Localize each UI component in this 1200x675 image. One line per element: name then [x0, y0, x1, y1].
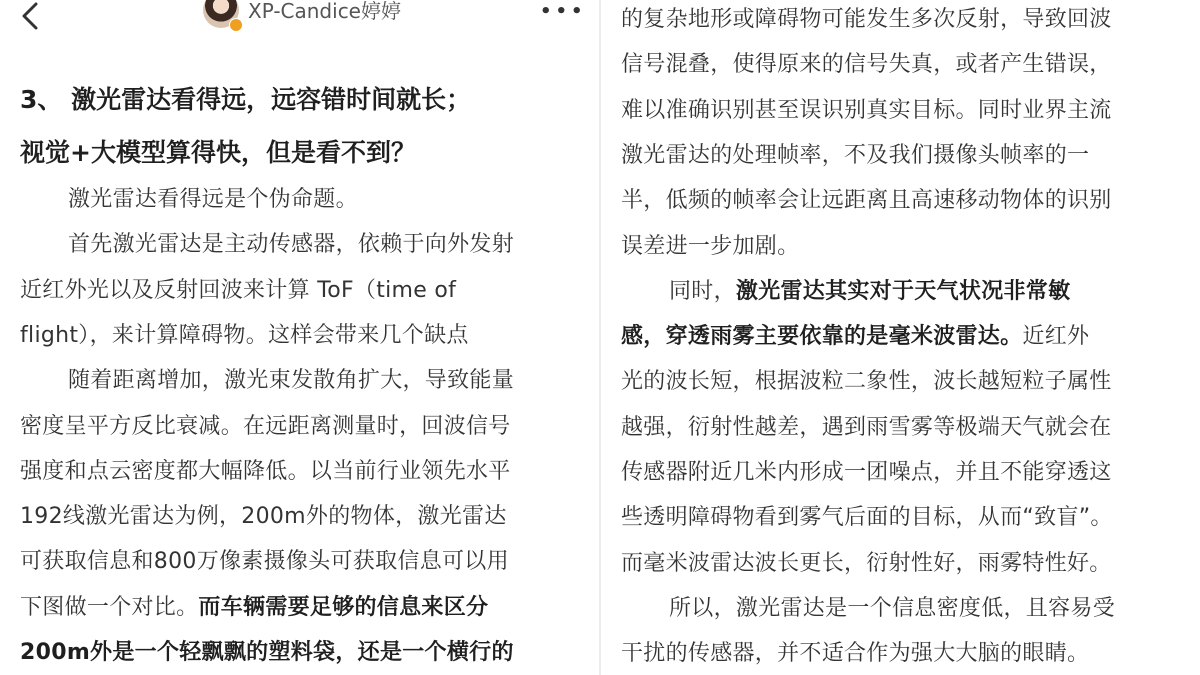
text-line — [20, 227, 599, 258]
section-heading-line-1: 3、 激光雷达看得远，远容错时间就长； — [20, 85, 472, 114]
text-line — [20, 273, 595, 304]
text-span: 近红外光以及反射回波来计算 ToF（time of — [20, 277, 457, 303]
text-span: 激光雷达看得远是个伪命题。 — [68, 187, 358, 212]
text-line — [621, 183, 1196, 214]
text-span: 的复杂地形或障碍物可能发生多次反射，导致回波 — [621, 7, 1112, 32]
text-line — [20, 590, 595, 621]
text-span: flight），来计算障碍物。这样会带来几个缺点 — [20, 322, 469, 348]
text-span: 难以准确识别甚至误识别真实目标。同时业界主流 — [621, 97, 1112, 123]
text-span: 越强，衍射性越差，遇到雨雪雾等极端天气就会在 — [621, 414, 1112, 440]
text-line — [621, 546, 1196, 577]
text-span: 信号混叠，使得原来的信号失真，或者产生错误， — [621, 52, 1112, 78]
text-span: 下图做一个对比。 — [20, 594, 199, 620]
text-span: 密度呈平方反比衰减。在远距离测量时，回波信号 — [20, 413, 511, 439]
text-line — [20, 318, 595, 349]
text-span: 光的波长短，根据波粒二象性，波长越短粒子属性 — [621, 369, 1112, 395]
text-line — [20, 499, 595, 530]
text-span: 所以，激光雷达是一个信息密度低，且容易受 — [669, 595, 1116, 621]
text-line — [20, 454, 595, 485]
bold-text-span: 感，穿透雨雾主要依靠的是毫米波雷达。 — [621, 324, 1023, 350]
section-heading-line-2: 视觉+大模型算得快，但是看不到？ — [20, 138, 416, 167]
article-header-bar — [0, 0, 599, 40]
text-line — [20, 182, 599, 213]
text-span: 激光雷达的处理帧率，不及我们摄像头帧率的一 — [621, 142, 1090, 168]
text-line — [621, 500, 1196, 531]
text-span: 随着距离增加，激光束发散角扩大，导致能量 — [68, 368, 515, 394]
text-line — [20, 635, 595, 666]
text-line — [621, 47, 1196, 78]
bold-text-span: 200m外是一个轻飘飘的塑料袋，还是一个横行的 — [20, 640, 514, 665]
more-options-icon[interactable]: ••• — [540, 1, 587, 22]
left-article-panel — [0, 0, 599, 675]
text-line — [621, 138, 1196, 169]
text-line — [20, 409, 595, 440]
text-line — [621, 229, 1196, 260]
text-line — [20, 363, 599, 394]
text-line — [621, 636, 1196, 667]
text-line — [621, 591, 1200, 622]
text-span: 可获取信息和800万像素摄像头可获取信息可以用 — [20, 549, 509, 575]
text-span: 些透明障碍物看到雾气后面的目标，从而“致盲”。 — [621, 505, 1113, 531]
text-line — [621, 93, 1196, 124]
text-span: 同时， — [669, 278, 736, 304]
text-line — [621, 364, 1196, 395]
text-span: 强度和点云密度都大幅降低。以当前行业领先水平 — [20, 458, 511, 484]
text-line — [621, 455, 1196, 486]
text-span: 半，低频的帧率会让远距离且高速移动物体的识别 — [621, 188, 1112, 214]
bold-text-span: 而车辆需要足够的信息来区分 — [198, 594, 489, 620]
text-span: 近红外 — [1022, 324, 1090, 350]
text-line — [621, 319, 1196, 350]
verified-badge-icon — [229, 18, 243, 32]
right-article-panel — [601, 0, 1200, 675]
text-span: 192线激光雷达为例，200m外的物体，激光雷达 — [20, 504, 507, 530]
text-line — [621, 2, 1196, 33]
text-span: 而毫米波雷达波长更长，衍射性好，雨雾特性好。 — [621, 550, 1112, 576]
text-line — [621, 274, 1200, 305]
text-line — [621, 410, 1196, 441]
author-name[interactable]: XP-Candice婷婷 — [248, 0, 401, 23]
bold-text-span: 激光雷达其实对于天气状况非常敏 — [735, 278, 1071, 304]
text-span: 首先激光雷达是主动传感器，依赖于向外发射 — [68, 232, 515, 258]
text-span: 干扰的传感器，并不适合作为强大大脑的眼睛。 — [621, 641, 1090, 667]
back-arrow-icon[interactable] — [14, 2, 50, 30]
text-span: 传感器附近几米内形成一团噪点，并且不能穿透这 — [621, 460, 1112, 485]
text-span: 误差进一步加剧。 — [621, 233, 800, 259]
text-line — [20, 544, 595, 575]
